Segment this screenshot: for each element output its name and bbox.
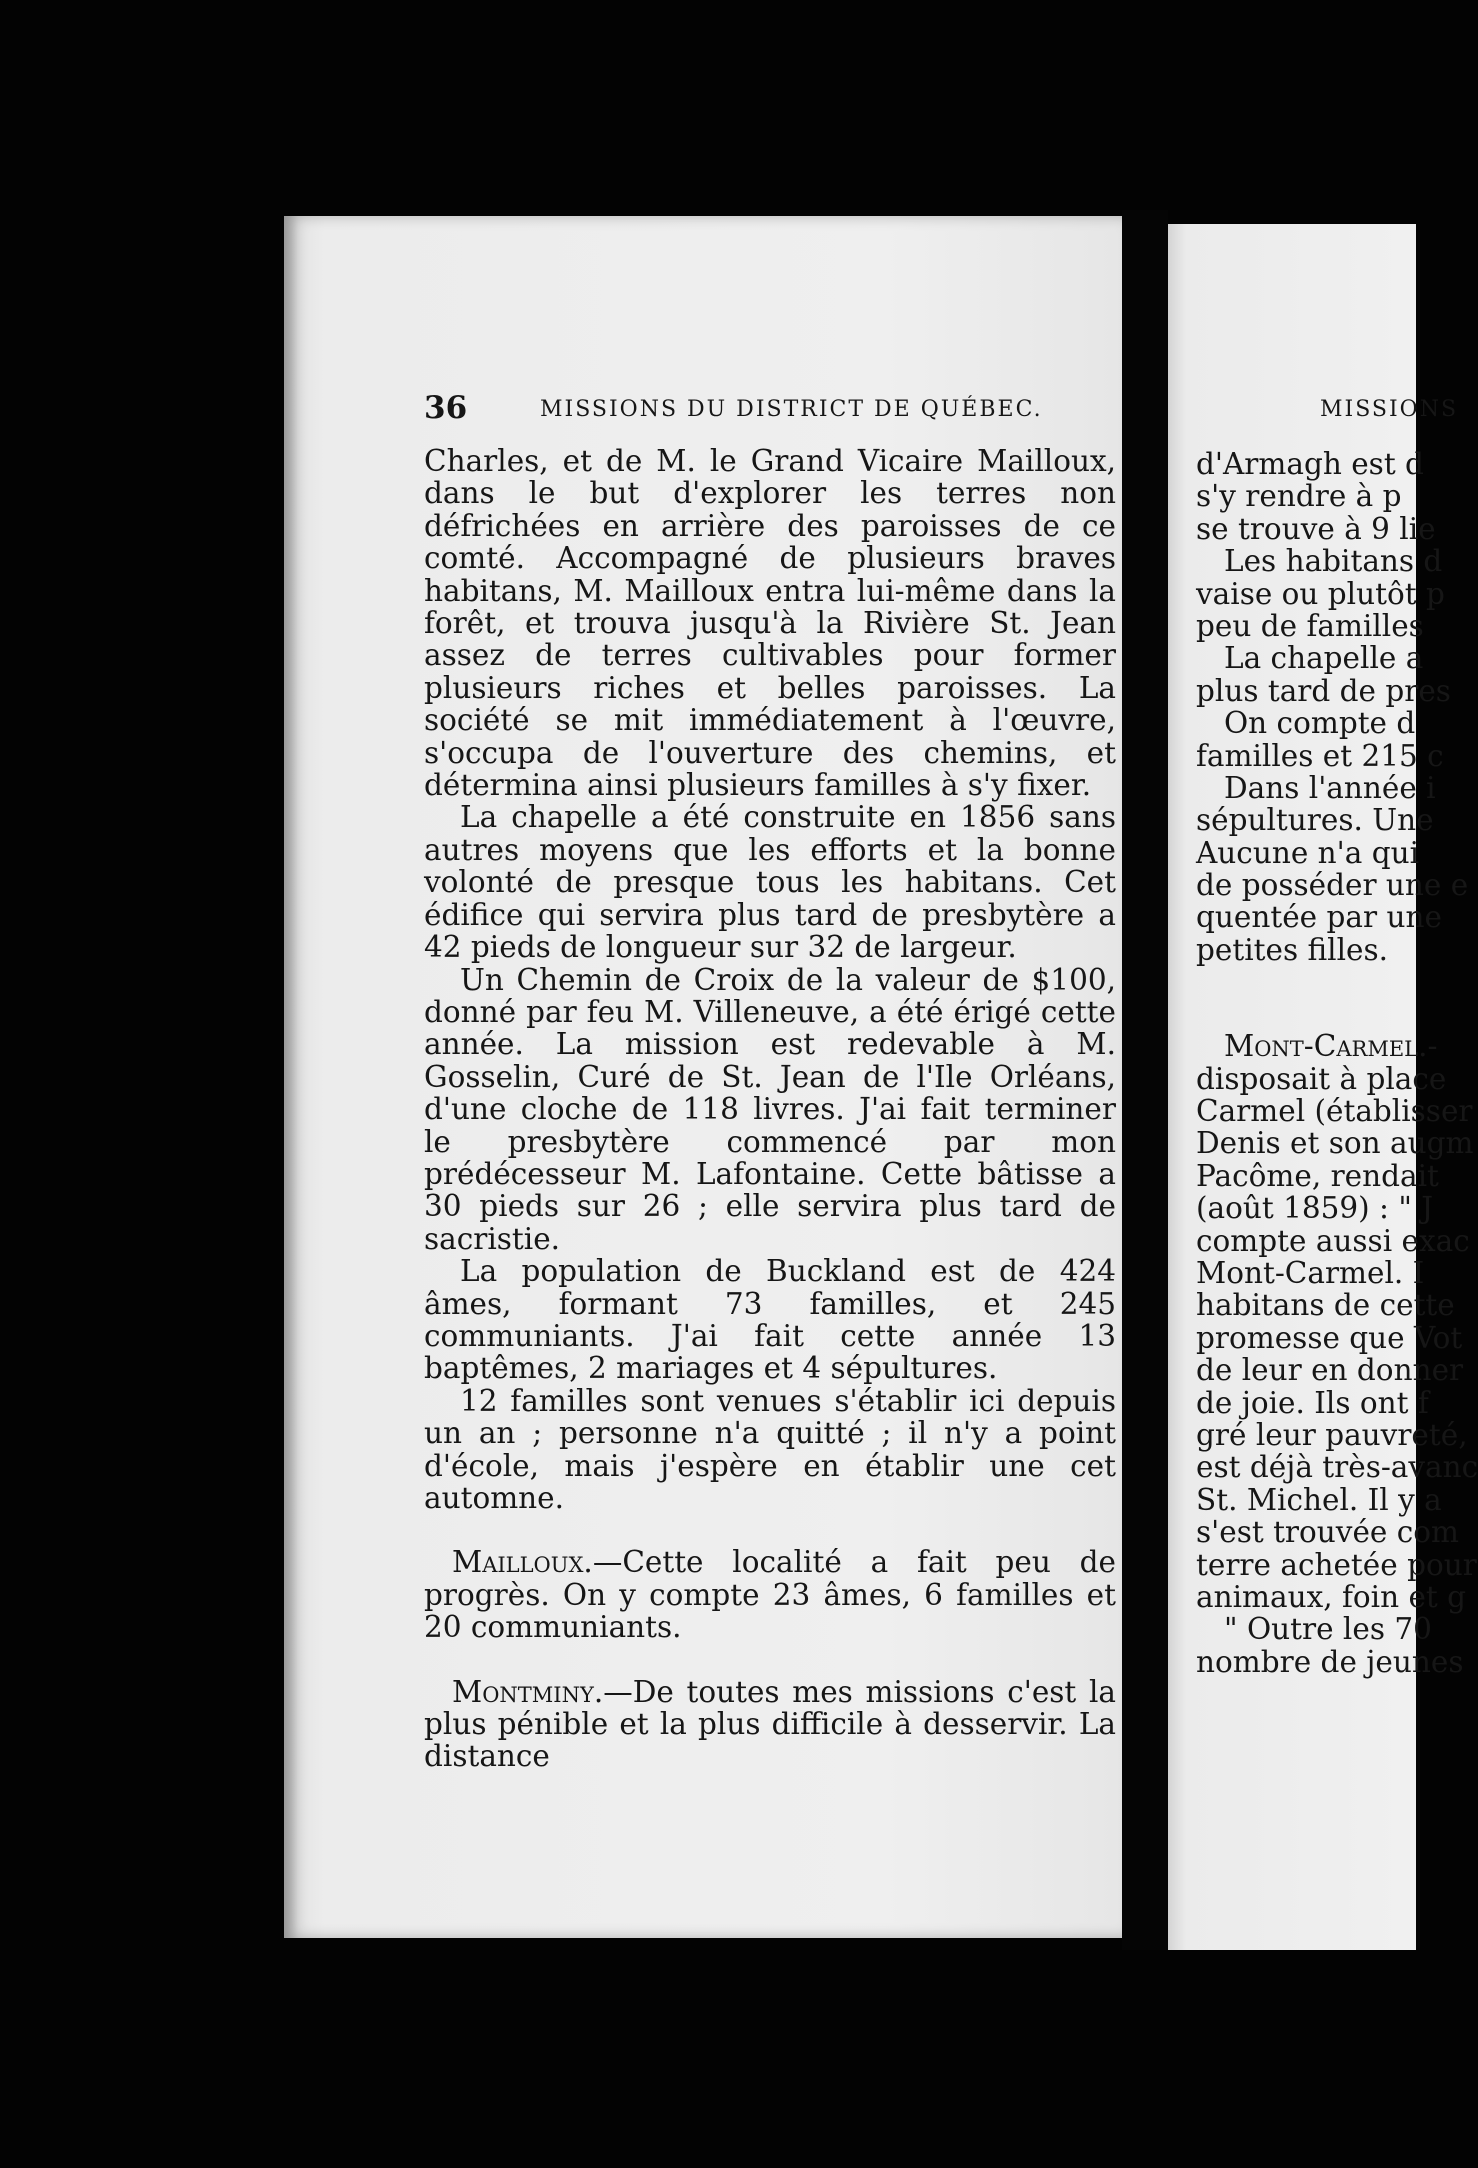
line: gré leur pauvreté, (1196, 1417, 1468, 1452)
line: On compte d (1224, 706, 1416, 741)
paragraph: La population de Buckland est de 424 âmes, formant 73 familles, et 245 communiants. J'ai fait cette année 13 baptêmes, 2 mariages et 4 sépultures. (424, 1254, 1116, 1386)
line: de leur en donner (1196, 1353, 1464, 1388)
line: d'Armagh est d (1196, 447, 1424, 481)
section-heading: Montminy. (452, 1674, 604, 1709)
line: nombre de jeunes (1196, 1644, 1464, 1679)
line: se trouve à 9 lie (1196, 511, 1436, 546)
section-mailloux (424, 1546, 1116, 1643)
line: terre achetée pour (1196, 1547, 1477, 1582)
left-page-text (424, 445, 1116, 1773)
line: Aucune n'a qui (1196, 835, 1420, 870)
line: Denis et son augm (1196, 1126, 1474, 1161)
line: petites filles. (1196, 932, 1388, 967)
line: de joie. Ils ont f (1196, 1385, 1429, 1420)
line: peu de familles (1196, 608, 1424, 643)
line: St. Michel. Il y a (1196, 1482, 1442, 1517)
right-page-text (1196, 447, 1478, 1679)
section-text: —De toutes mes missions c'est la plus pénible et la plus difficile à desservir. La distance (424, 1674, 1116, 1774)
spacer (1196, 966, 1436, 1030)
line: s'y rendre à p (1196, 479, 1402, 514)
line: plus tard de pres (1196, 673, 1451, 708)
line: Dans l'année i (1224, 770, 1436, 805)
page-number: 36 (424, 390, 468, 426)
paragraph: 12 familles sont venues s'établir ici depuis un an ; personne n'a quitté ; il n'y a point d'école, mais j'espère en établir une cet automne. (424, 1383, 1116, 1515)
line: vaise ou plutôt p (1196, 576, 1445, 611)
running-title: MISSIONS DU DISTRICT DE QUÉBEC. (540, 397, 1043, 422)
line: " Outre les 70 (1224, 1612, 1432, 1647)
line: La chapelle a (1224, 641, 1424, 676)
line: animaux, foin et g (1196, 1579, 1467, 1614)
line: disposait à place (1196, 1061, 1447, 1096)
book-gutter (1122, 210, 1168, 1950)
line: s'est trouvée com (1196, 1515, 1460, 1550)
paragraph: Un Chemin de Croix de la valeur de $100, donné par feu M. Villeneuve, a été érigé cette année. La mission est redevable à M. Gosselin, Curé de St. Jean de l'Ile Orléans, d'une cloche de 118 livres. J'ai fait terminer le presbytère commencé par mon prédécesseur M. Lafontaine. Cette bâtisse a 30 pieds sur 26 ; elle servira plus tard de sacristie. (424, 962, 1116, 1256)
line: Mont-Carmel. I (1196, 1255, 1425, 1290)
line: promesse que Vot (1196, 1320, 1463, 1355)
section-text: —Cette localité a fait peu de progrès. On y compte 23 âmes, 6 familles et 20 communiants. (424, 1545, 1116, 1645)
paragraph: La chapelle a été construite en 1856 sans autres moyens que les efforts et la bonne volonté de presque tous les habitans. Cet édifice qui servira plus tard de presbytère a 42 pieds de longueur sur 32 de largeur. (424, 800, 1116, 965)
section-montminy (424, 1676, 1116, 1773)
right-running-title: MISSIONS (1320, 397, 1459, 422)
line: Carmel (établisser (1196, 1094, 1473, 1129)
line: (août 1859) : " J (1196, 1191, 1434, 1226)
line: est déjà très-avanc (1196, 1450, 1478, 1485)
line: Mont-Carmel.- (1224, 1029, 1438, 1064)
line: familles et 215 c (1196, 738, 1444, 773)
line: de posséder une e (1196, 868, 1469, 903)
paragraph: Charles, et de M. le Grand Vicaire Mailloux, dans le but d'explorer les terres non défrichées en arrière des paroisses de ce comté. Accompagné de plusieurs braves habitans, M. Mailloux entra lui-même dans la forêt, et trouva jusqu'à la Rivière St. Jean assez de terres cultivables pour former plusieurs riches et belles paroisses. La société se mit immédiatement à l'œuvre, s'occupa de l'ouverture des chemins, et détermina ainsi plusieurs familles à s'y fixer. (424, 444, 1116, 803)
line: quentée par une (1196, 900, 1442, 935)
line: habitans de cette (1196, 1288, 1455, 1323)
line: compte aussi exac (1196, 1223, 1470, 1258)
line: sépultures. Une (1196, 803, 1434, 838)
line: Pacôme, rendait (1196, 1158, 1439, 1193)
line: Les habitans d (1224, 544, 1443, 579)
section-heading: Mailloux. (452, 1545, 593, 1580)
